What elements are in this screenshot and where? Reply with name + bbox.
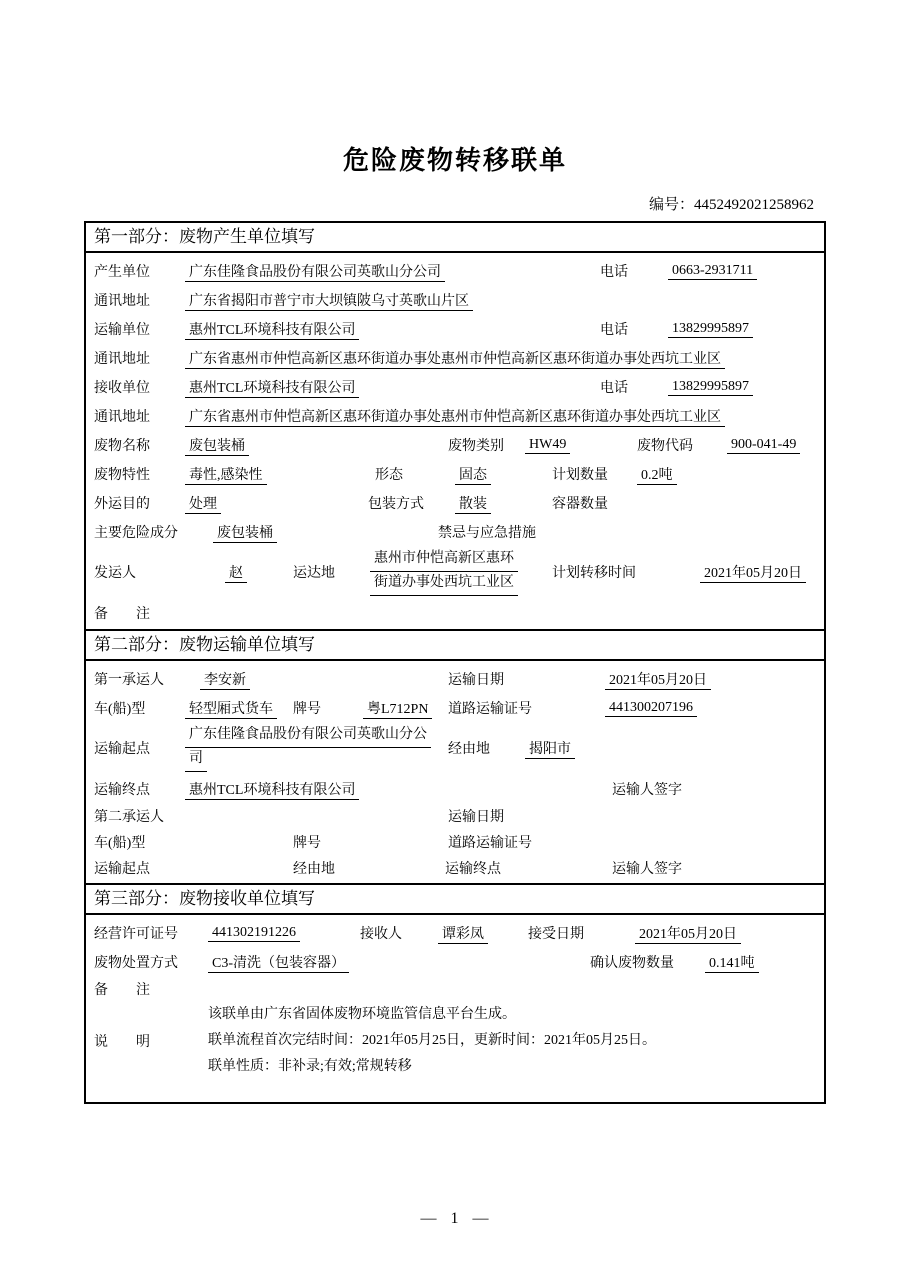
row-disposal — [86, 947, 824, 976]
transporter-tel-value: 13829995897 — [668, 321, 818, 337]
disposal-method-label: 废物处置方式 — [94, 955, 178, 971]
dispatcher-value: 赵 — [225, 562, 293, 582]
row-part3-remark — [86, 976, 824, 1002]
vehicle1-permit-value: 441300207196 — [605, 700, 818, 716]
document-number-line — [84, 193, 826, 214]
purpose-label: 外运目的 — [94, 496, 150, 512]
manifest-document — [84, 0, 826, 1104]
part1-remark-label: 备 注 — [94, 606, 150, 622]
receiver-label: 接收单位 — [94, 380, 150, 396]
part2-body — [86, 661, 824, 885]
transporter-value: 惠州TCL环境科技有限公司 — [185, 319, 600, 339]
route1-end-value: 惠州TCL环境科技有限公司 — [185, 779, 612, 799]
row-producer — [86, 256, 824, 285]
packing-label: 包装方式 — [368, 496, 424, 512]
row-transporter-address — [86, 343, 824, 372]
route1-signature-label: 运输人签字 — [612, 782, 682, 798]
note-line-3: 联单性质：非补录;有效;常规转移 — [208, 1059, 412, 1074]
planned-quantity-label: 计划数量 — [552, 467, 608, 483]
receiver-value: 惠州TCL环境科技有限公司 — [185, 377, 600, 397]
document-number-label: 编号： — [648, 197, 694, 213]
transporter-address-value: 广东省惠州市仲恺高新区惠环街道办事处惠州市仲恺高新区惠环街道办事处西坑工业区 — [185, 348, 818, 368]
vehicle1-type-value: 轻型厢式货车 — [185, 698, 293, 718]
producer-tel-label: 电话 — [600, 264, 628, 280]
vehicle2-plate-label: 牌号 — [293, 836, 321, 851]
hazard-value: 废包装桶 — [213, 522, 438, 542]
part3-body — [86, 915, 824, 1102]
row-vehicle1 — [86, 693, 824, 722]
receiver-address-label: 通讯地址 — [94, 409, 150, 425]
page-title: 危险废物转移联单 — [342, 146, 567, 175]
producer-value: 广东佳隆食品股份有限公司英歌山分公司 — [185, 261, 600, 281]
waste-code-label: 废物代码 — [637, 438, 693, 454]
receiving-person-label: 接收人 — [360, 926, 402, 942]
carrier2-label: 第二承运人 — [94, 810, 164, 825]
receive-date-label: 接受日期 — [528, 926, 584, 942]
row-dispatch — [86, 546, 824, 598]
producer-address-label: 通讯地址 — [94, 293, 150, 309]
row-note — [86, 1002, 824, 1080]
container-count-label: 容器数量 — [552, 496, 608, 512]
route2-start-label: 运输起点 — [94, 862, 150, 877]
route2-end-label: 运输终点 — [445, 862, 501, 877]
part1-header: 第一部分：废物产生单位填写 — [86, 223, 824, 253]
planned-transfer-time-label: 计划转移时间 — [552, 566, 636, 581]
destination-value: 惠州市仲恺高新区惠环 街道办事处西坑工业区 — [370, 548, 552, 595]
route1-via-label: 经由地 — [448, 742, 490, 757]
route1-end-label: 运输终点 — [94, 782, 150, 798]
vehicle1-plate-label: 牌号 — [293, 701, 321, 717]
transporter-tel-label: 电话 — [600, 322, 628, 338]
waste-code-value: 900-041-49 — [727, 437, 818, 453]
row-part1-remark — [86, 598, 824, 627]
planned-transfer-time-value: 2021年05月20日 — [700, 562, 818, 582]
receiver-tel-label: 电话 — [600, 380, 628, 396]
vehicle1-type-label: 车(船)型 — [94, 701, 146, 717]
confirmed-quantity-value: 0.141吨 — [705, 952, 818, 972]
row-waste-name — [86, 430, 824, 459]
dispatcher-label: 发运人 — [94, 566, 136, 581]
receiving-person-value: 谭彩凤 — [438, 923, 528, 943]
row-route1-end — [86, 774, 824, 803]
waste-form-value: 固态 — [455, 464, 552, 484]
note-line-1: 该联单由广东省固体废物环境监管信息平台生成。 — [208, 1007, 516, 1022]
purpose-value: 处理 — [185, 493, 368, 513]
taboo-measures-label: 禁忌与应急措施 — [438, 525, 536, 541]
note-lines — [208, 1002, 818, 1080]
carrier1-value: 李安新 — [200, 669, 448, 689]
carrier1-label: 第一承运人 — [94, 672, 164, 688]
part3-header: 第三部分：废物接收单位填写 — [86, 885, 824, 915]
disposal-method-value: C3-清洗（包装容器） — [208, 952, 590, 972]
row-license — [86, 918, 824, 947]
producer-address-value: 广东省揭阳市普宁市大坝镇陂乌寸英歌山片区 — [185, 290, 818, 310]
row-route1-start — [86, 722, 824, 774]
part1-body — [86, 253, 824, 631]
row-carrier1 — [86, 664, 824, 693]
waste-name-label: 废物名称 — [94, 438, 150, 454]
vehicle1-permit-label: 道路运输证号 — [448, 701, 532, 717]
transporter-address-label: 通讯地址 — [94, 351, 150, 367]
manifest-form — [84, 221, 826, 1104]
packing-value: 散装 — [455, 493, 552, 513]
license-value: 441302191226 — [208, 925, 360, 941]
row-receiver-address — [86, 401, 824, 430]
row-carrier2 — [86, 803, 824, 829]
waste-category-value: HW49 — [525, 437, 637, 453]
producer-tel-value: 0663-2931711 — [668, 263, 818, 279]
row-waste-property — [86, 459, 824, 488]
waste-property-label: 废物特性 — [94, 467, 150, 483]
license-label: 经营许可证号 — [94, 926, 178, 942]
note-label: 说 明 — [94, 1035, 150, 1050]
waste-name-value: 废包装桶 — [185, 435, 448, 455]
vehicle2-type-label: 车(船)型 — [94, 836, 146, 851]
carrier2-date-label: 运输日期 — [448, 810, 504, 825]
row-route2 — [86, 855, 824, 881]
hazard-label: 主要危险成分 — [94, 525, 178, 541]
row-vehicle2 — [86, 829, 824, 855]
row-transporter — [86, 314, 824, 343]
row-receiver — [86, 372, 824, 401]
route1-via-value: 揭阳市 — [525, 738, 818, 758]
route1-start-label: 运输起点 — [94, 742, 150, 757]
transporter-label: 运输单位 — [94, 322, 150, 338]
producer-label: 产生单位 — [94, 264, 150, 280]
receive-date-value: 2021年05月20日 — [635, 923, 818, 943]
receiver-address-value: 广东省惠州市仲恺高新区惠环街道办事处惠州市仲恺高新区惠环街道办事处西坑工业区 — [185, 406, 818, 426]
route1-start-value: 广东佳隆食品股份有限公司英歌山分公 司 — [185, 724, 448, 771]
row-hazard — [86, 517, 824, 546]
waste-category-label: 废物类别 — [448, 438, 504, 454]
row-producer-address — [86, 285, 824, 314]
destination-label: 运达地 — [293, 566, 335, 581]
carrier1-date-label: 运输日期 — [448, 672, 504, 688]
carrier1-date-value: 2021年05月20日 — [605, 669, 818, 689]
document-number-value: 4452492021258962 — [694, 197, 814, 213]
waste-form-label: 形态 — [375, 467, 403, 483]
part2-header: 第二部分：废物运输单位填写 — [86, 631, 824, 661]
confirmed-quantity-label: 确认废物数量 — [590, 955, 674, 971]
note-line-2: 联单流程首次完结时间：2021年05月25日，更新时间：2021年05月25日。 — [208, 1033, 656, 1048]
page-number: — 1 — — [420, 1210, 489, 1227]
vehicle2-permit-label: 道路运输证号 — [448, 836, 532, 851]
route2-signature-label: 运输人签字 — [612, 862, 682, 877]
receiver-tel-value: 13829995897 — [668, 379, 818, 395]
row-purpose — [86, 488, 824, 517]
waste-property-value: 毒性,感染性 — [185, 464, 375, 484]
vehicle1-plate-value: 粤L712PN — [363, 698, 448, 718]
route2-via-label: 经由地 — [293, 862, 335, 877]
planned-quantity-value: 0.2吨 — [637, 464, 818, 484]
part3-remark-label: 备 注 — [94, 983, 150, 998]
